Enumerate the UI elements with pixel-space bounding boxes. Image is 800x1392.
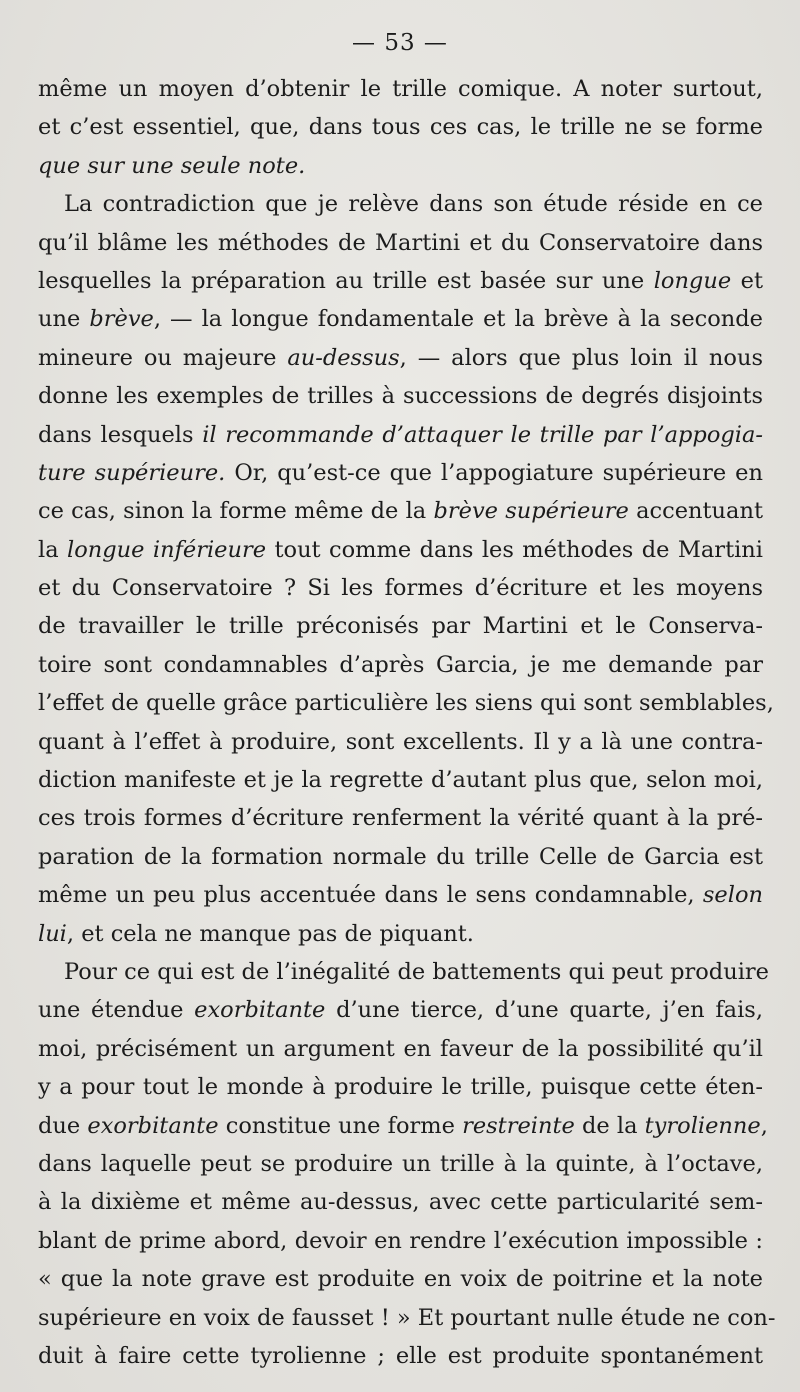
text-line	[38, 185, 763, 223]
italic-text: lui	[38, 920, 67, 947]
italic-text: selon	[702, 882, 763, 909]
text-line	[38, 492, 763, 530]
text-segment: dans lesquels	[38, 421, 203, 448]
text-line	[38, 723, 763, 761]
text-line	[38, 377, 763, 415]
text-segment: accentuant	[628, 498, 763, 525]
text-segment: d’une tierce, d’une quarte, j’en fais,	[325, 997, 763, 1024]
text-line	[38, 339, 763, 377]
text-line	[38, 684, 774, 722]
text-segment: de travailler le trille préconisés par Martini et le Conserva-	[38, 613, 763, 640]
italic-text: longue	[653, 267, 732, 294]
text-line	[38, 761, 763, 799]
text-segment: blant de prime abord, devoir en rendre l’exécution impossible :	[38, 1227, 763, 1254]
text-segment: qu’il blâme les méthodes de Martini et du Conservatoire dans	[38, 229, 763, 256]
text-segment: paration de la formation normale du trille Celle de Garcia est	[38, 843, 763, 870]
text-segment: moi, précisément un argument en faveur de la possibilité qu’il	[38, 1035, 763, 1062]
text-segment: supérieure en voix de fausset ! » Et pourtant nulle étude ne con-	[38, 1304, 776, 1331]
text-segment: la	[38, 536, 68, 563]
text-segment: « que la note grave est produite en voix de poitrine et la note	[38, 1266, 763, 1293]
text-segment: et	[731, 267, 763, 294]
text-segment: toire sont condamnables d’après Garcia, je me demande par	[38, 651, 763, 678]
text-line	[38, 799, 763, 837]
text-segment: tout comme dans les méthodes de Martini	[266, 536, 763, 563]
page-number: — 53 —	[352, 30, 448, 56]
text-segment: dans laquelle peut se produire un trille à la quinte, à l’octave,	[38, 1150, 763, 1177]
text-line	[38, 224, 763, 262]
text-line	[38, 991, 763, 1029]
text-line	[38, 646, 763, 684]
text-segment: Or, qu’est-ce que l’appogiature supérieure en	[225, 459, 763, 486]
text-segment: et du Conservatoire ? Si les formes d’écriture et les moyens	[38, 575, 763, 602]
text-segment: ces trois formes d’écriture renferment la vérité quant à la pré-	[38, 805, 763, 832]
text-segment: même un peu plus accentuée dans le sens condamnable,	[38, 882, 703, 909]
text-line	[38, 531, 763, 569]
text-segment: , — la longue fondamentale et la brève à la seconde	[153, 306, 763, 333]
text-line	[38, 1107, 768, 1145]
italic-text: au-dessus	[287, 344, 400, 371]
text-segment: lesquelles la préparation au trille est basée sur une	[38, 267, 654, 294]
italic-text: longue inférieure	[67, 536, 267, 563]
text-line	[38, 569, 763, 607]
text-line	[38, 838, 763, 876]
text-segment: y a pour tout le monde à produire le trille, puisque cette éten-	[38, 1074, 763, 1101]
text-segment: constitue une forme	[218, 1112, 463, 1139]
text-line	[38, 1299, 776, 1337]
text-line	[38, 1183, 763, 1221]
text-line	[38, 876, 763, 914]
text-line	[38, 1222, 763, 1260]
text-segment: à la dixième et même au-dessus, avec cette particularité sem-	[38, 1189, 763, 1216]
italic-text: brève supérieure	[433, 498, 629, 525]
text-segment: , — alors que plus loin il nous	[399, 344, 763, 371]
text-segment: , et cela ne manque pas de piquant.	[66, 920, 474, 947]
text-segment: et c’est essentiel, que, dans tous ces cas, le trille ne se forme	[38, 114, 763, 141]
text-segment: même un moyen d’obtenir le trille comique. A noter surtout,	[38, 76, 763, 102]
text-line	[38, 915, 763, 953]
text-segment: donne les exemples de trilles à successions de degrés disjoints	[38, 383, 763, 410]
text-line	[38, 300, 763, 338]
body-text	[38, 70, 776, 1375]
text-segment: diction manifeste et je la regrette d’autant plus que, selon moi,	[38, 767, 763, 794]
text-line	[38, 1068, 763, 1106]
text-segment: duit à faire cette tyrolienne ; elle est produite spontanément	[38, 1342, 763, 1369]
text-segment: l’effet de quelle grâce particulière les siens qui sont semblables,	[38, 690, 774, 717]
text-segment: La contradiction que je relève dans son étude réside en ce	[64, 191, 763, 218]
italic-text: il recommande d’attaquer le trille par l’appogia-	[202, 421, 763, 448]
text-segment: de la	[574, 1112, 645, 1139]
italic-text: ture supérieure.	[38, 459, 226, 486]
text-segment: due	[38, 1112, 88, 1139]
text-segment: mineure ou majeure	[38, 344, 288, 371]
italic-text: exorbitante	[194, 997, 326, 1024]
text-line	[38, 108, 763, 146]
text-line	[38, 262, 763, 300]
italic-text: brève	[89, 306, 154, 333]
text-segment: ,	[760, 1112, 768, 1139]
text-line	[38, 70, 763, 108]
text-line	[38, 454, 763, 492]
text-line	[38, 1030, 763, 1068]
text-segment: quant à l’effet à produire, sont excellents. Il y a là une contra-	[38, 728, 763, 755]
text-segment: une étendue	[38, 997, 195, 1024]
text-line	[38, 1145, 763, 1183]
text-line	[38, 953, 769, 991]
text-line	[38, 1337, 763, 1375]
italic-text: tyrolienne	[644, 1112, 761, 1139]
text-line	[38, 1260, 763, 1298]
italic-text: que sur une seule note.	[38, 152, 306, 179]
text-segment: Pour ce qui est de l’inégalité de battements qui peut produire	[64, 958, 769, 985]
text-line	[38, 607, 763, 645]
text-segment: une	[38, 306, 90, 333]
text-line	[38, 416, 763, 454]
text-line	[38, 147, 763, 185]
italic-text: restreinte	[462, 1112, 575, 1139]
text-segment: ce cas, sinon la forme même de la	[38, 498, 434, 525]
italic-text: exorbitante	[87, 1112, 219, 1139]
